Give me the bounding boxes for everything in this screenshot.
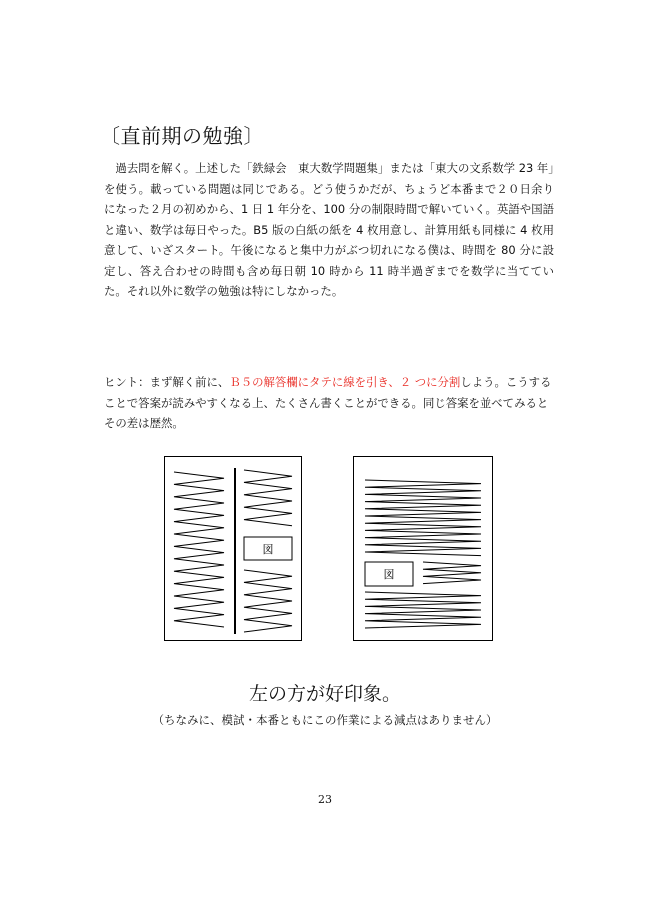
caption: 左の方が好印象。 [248,683,401,705]
figure-split-page [164,456,302,641]
section-heading: 〔直前期の勉強〕 [100,124,264,148]
scribble-right-bottom [244,570,292,632]
scribble-beside-figure [423,562,481,584]
split-page-drawing [164,456,302,641]
hint-suffix: しよう。こうすることで答案が読みやすくなる上、たくさん書くことができる。同じ答案を並べてみるとその差は歴然。 [104,375,552,430]
scribble-full-width-top [365,480,481,556]
body-paragraph: 過去問を解く。上述した「鉄緑会 東大数学問題集」または「東大の文系数学 23 年」を使う。載っている問題は同じである。どう使うかだが、ちょうど本番まで２０日余りになった２月の初めから、1 日 1 年分を、100 分の制限時間で解いていく。英語や国語と違い、数学は毎日やった。B5 版の白紙の紙を 4 枚用意し、計算用紙も同様に 4 枚用意して、いざスタート。午後になると集中力がぶつ切れになる僕は、時間を 80 分に設定し、答え合わせの時間も含め毎日朝 10 時から 11 時半過ぎまでを数学に当てていた。それ以外に数学の勉強は特にしなかった。 [104,161,554,298]
scribble-right-top [244,470,292,526]
scribble-left-column [174,472,224,627]
note: （ちなみに、模試・本番ともにこの作業による減点はありません） [152,713,498,727]
figure-full-page [353,456,493,641]
figure-box-label: 図 [383,568,395,581]
full-page-drawing [353,456,493,641]
figure-box-label: 図 [262,543,274,556]
scribble-full-width-bottom [365,592,481,628]
page-number: 23 [318,793,332,806]
hint-prefix: ヒント：まず解く前に、 [104,375,230,389]
hint-paragraph [104,372,554,434]
hint-emphasis: Ｂ５の解答欄にタテに線を引き、２ つに分割 [229,375,461,389]
